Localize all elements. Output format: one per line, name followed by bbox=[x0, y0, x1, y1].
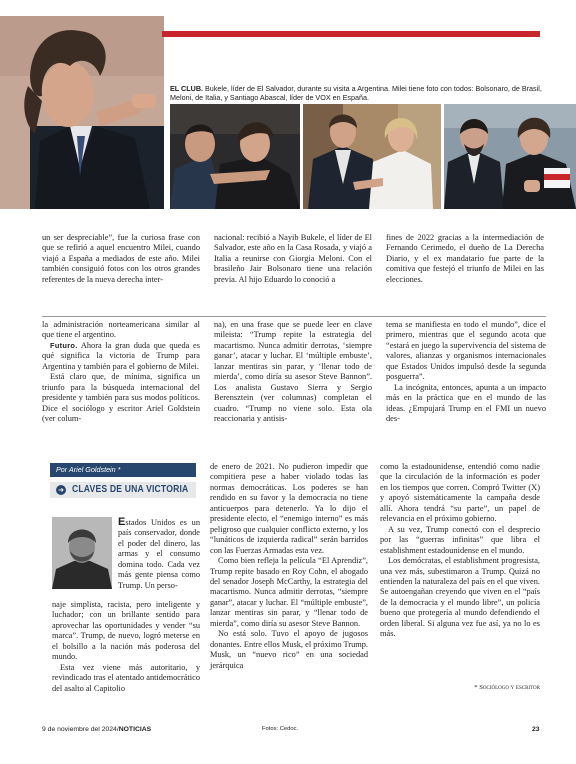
box-column-2-paragraph-3: No está solo. Tuvo el apoyo de jugosos donantes. Entre ellos Musk, el próximo Trump. Musk, un “nuevo rico” en una sociedad jerárquica bbox=[210, 629, 368, 670]
footer-date-text: 9 de noviembre del 2024/ bbox=[42, 726, 119, 733]
mid-column-1-paragraph-1: la administración norteamericana similar al que tiene el argentino. bbox=[42, 320, 200, 340]
mid-column-3-paragraph-2: La incógnita, entonces, apunta a un impacto más en la práctica que en el mundo de las ideas. ¿Empujará Trump en el FMI un nuevo des- bbox=[386, 382, 546, 424]
box-column-3-paragraph-2: A su vez, Trump conectó con el desprecio por las “guerras infinitas” que libra el establishment estadounidense en el mundo. bbox=[380, 524, 540, 555]
mid-column-2 bbox=[214, 320, 372, 425]
box-column-2-paragraph-1: de enero de 2021. No pudieron impedir que compitiera pese a haber violado todas las normas democráticas. Los poderes se han rendido en su favor y la democracia no tiene anticuerpos para detenerlo. Ya lo dijo el presidente electo, el “enemigo interno” es más peligroso que cualquier conflicto externo, y los “lunáticos de izquierda radical” serán barridos con las Fuerzas Armadas esta vez. bbox=[210, 462, 368, 555]
photo-caption bbox=[170, 84, 552, 103]
box-column-1-paragraph-1: naje simplista, racista, pero inteligente y luchador; con un brillante sentido para aprovechar las oportunidades y vender “su marca”. Trump, de nuevo, logró meterse en el bolsillo a la nación más poderosa del mundo. bbox=[52, 600, 200, 662]
box-column-1-lead-text: stados Unidos es un país conservador, donde el poder del dinero, las armas y el consumo domina todo. Cada vez más gente piensa como Trump. Un perso- bbox=[118, 518, 200, 590]
top-column-2-text: nacional: recibió a Nayib Bukele, el líder de El Salvador, este año en la Casa Rosada, y viajó a Italia a reunirse con Giorgia Meloni. Con el brasileño Jair Bolsonaro tiene una relación previa. Al hijo Eduardo lo conoció a bbox=[214, 233, 372, 284]
mid-column-3 bbox=[386, 320, 546, 425]
box-column-3 bbox=[380, 462, 540, 640]
box-column-1-paragraph-2: Esta vez viene más autoritario, y revindicado tras el atentado antidemocrático del asalto al Capitolio bbox=[52, 662, 200, 693]
milei-pointing-photo bbox=[0, 16, 164, 209]
mid-column-1-paragraph-2-text: Ahora la gran duda que queda es qué significa la victoria de Trump para Argentina y también para el gobierno de Milei. bbox=[42, 340, 200, 371]
arrow-right-icon: ➜ bbox=[56, 485, 66, 495]
caption-text: Bukele, líder de El Salvador, durante su visita a Argentina. Milei tiene foto con todos: Bolsonaro, de Brasil, Meloni, de Italia, y Santiago Abascal, líder de VOX en España. bbox=[170, 84, 542, 103]
box-column-2 bbox=[210, 462, 368, 671]
abascal-photo bbox=[444, 104, 576, 209]
box-column-1-wrap bbox=[118, 517, 200, 591]
byline-bar bbox=[50, 463, 196, 477]
meloni-photo bbox=[303, 104, 441, 209]
top-column-3-text: fines de 2022 gracias a la intermediación de Fernando Cerimedo, el dueño de La Derecha Diario, y el ex mandatario fue parte de la comitiva que festejó el triunfo de Milei en las elecciones. bbox=[386, 233, 544, 284]
mid-column-1-paragraph-2 bbox=[42, 341, 200, 372]
byline-text: Por Ariel Goldstein * bbox=[56, 465, 121, 474]
futuro-kicker: Futuro. bbox=[50, 340, 78, 350]
box-heading: CLAVES DE UNA VICTORIA bbox=[72, 484, 189, 495]
section-accent-bar bbox=[162, 31, 540, 37]
box-column-3-paragraph-3: Los demócratas, el establishment progresista, una vez más, subestimaron a Trump. Quizá no entienden la naturaleza del país en el que viven. Se autoengañan creyendo que viven en el “país de la democracia y el mundo libre”, un policía bueno que protegería al mundo defendiendo el orden liberal. Si alguna vez fue así, ya no lo es más. bbox=[380, 556, 540, 639]
photo-overlay-text-panel bbox=[42, 232, 546, 298]
mid-column-3-paragraph-1: tema se manifiesta en todo el mundo”, dice el primero, mientras que el segundo acota que “estará en juego la supervivencia del sistema de valores, alianzas y organismos internacionales que Estados Unidos impulsó desde la segunda posguerra”. bbox=[386, 320, 546, 382]
top-column-2 bbox=[214, 233, 372, 285]
mid-column-2-text: na), en una frase que se puede leer en clave mileista: “Trump repite la estrategia del macartismo. Nunca admitir derrotas, ‘siempre ganar’, atacar y luchar. El ‘múltiple embuste’, lanzar mentiras sin parar, y ‘llenar todo de mierda’, como diría su asesor Steve Bannon”. Los analista Gustavo Sierra y Sergio Berensztein (ver columnas) completan el cuadro. “Trump no viene solo. Esta ola reaccionaria y antisis- bbox=[214, 320, 372, 424]
caption-kicker: EL CLUB. bbox=[170, 84, 204, 93]
top-column-1 bbox=[42, 233, 200, 285]
box-heading-bar bbox=[50, 482, 196, 498]
photo-credit: Fotos: Cedoc. bbox=[262, 726, 299, 732]
drop-cap: E bbox=[118, 516, 126, 528]
top-column-1-text: un ser despreciable”, fue la curiosa frase con que se refirió a aquel encuentro Milei, cuando viajó a España a mediados de este año. Milei también consiguió fotos con los otros grandes referentes de la nueva derecha inter- bbox=[42, 233, 200, 284]
author-portrait bbox=[52, 517, 112, 589]
footer-magazine: NOTICIAS bbox=[118, 726, 152, 733]
author-signature: * Sociólogo y escritor bbox=[474, 684, 540, 691]
box-column-1-lead bbox=[118, 517, 200, 591]
box-column-3-paragraph-1: como la estadounidense, entendió como nadie que la circulación de la información es poder en los tiempos que corren. Compró Twitter (X) y apoyó sistemáticamente la campaña desde allí. Ahora tendrá “su parte”, un papel de relevancia en el próximo gobierno. bbox=[380, 462, 540, 524]
page-number: 23 bbox=[532, 726, 540, 733]
section-divider bbox=[42, 316, 546, 317]
box-column-2-paragraph-2: Como bien refleja la película “El Aprendiz”, Trump repite basado en Roy Cohn, el abogado del senador Joseph McCarthy, la estrategia del macartismo. Nunca admitir derrotas, “siempre ganar”, atacar y luchar. El “múltiple embuste”, lanzar mentiras sin parar, y “llenar todo de mierda”, como diría su asesor Steve Bannon. bbox=[210, 556, 368, 628]
mid-column-1-paragraph-3: Está claro que, de mínima, significa un triunfo para la búsqueda internacional del presidente y también para sus modos políticos. Dice el sociólogo y escritor Ariel Goldstein (ver colum- bbox=[42, 372, 200, 424]
top-column-3 bbox=[386, 233, 544, 285]
mid-column-1 bbox=[42, 320, 200, 425]
bukele-photo bbox=[170, 104, 300, 209]
box-column-1 bbox=[52, 600, 200, 694]
footer-date bbox=[42, 726, 151, 733]
